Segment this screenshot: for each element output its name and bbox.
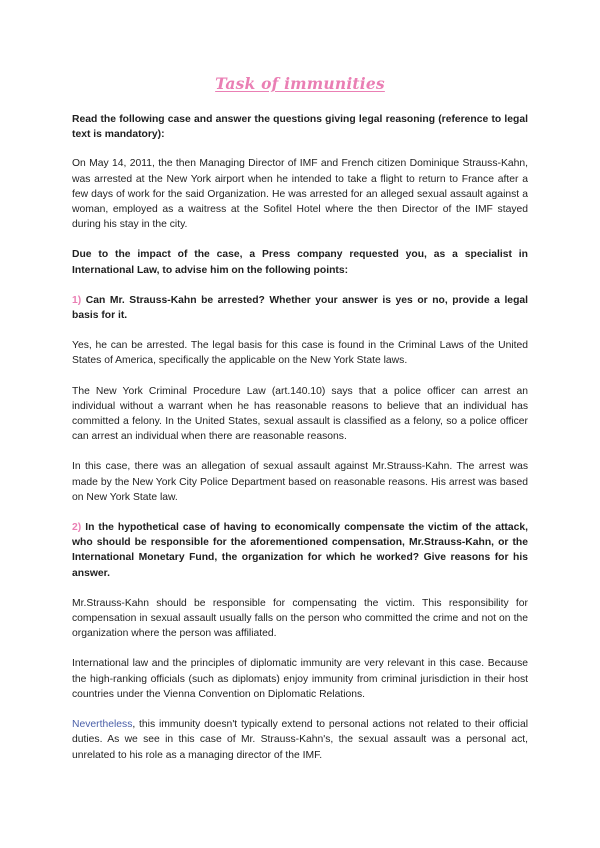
answer-2-lead-word: Nevertheless — [72, 719, 133, 731]
intro-instructions: Read the following case and answer the questions giving legal reasoning (reference to legal text is mandatory): — [72, 114, 528, 141]
request-paragraph: Due to the impact of the case, a Press company requested you, as a specialist in International Law, to advise him on the following points: — [72, 249, 528, 276]
answer-1-paragraph-3: In this case, there was an allegation of sexual assault against Mr.Strauss-Kahn. The arrest was made by the New York City Police Department based on reasonable reasons. His arrest was based on New York State law. — [72, 461, 528, 503]
question-1 — [72, 293, 528, 323]
document-title: Task of immunities — [215, 74, 385, 93]
question-2 — [72, 520, 528, 581]
answer-2-paragraph-2: International law and the principles of diplomatic immunity are very relevant in this case. Because the high-ranking officials (such as diplomats) enjoy immunity from criminal jurisdiction in their host countries under the Vienna Convention on Diplomatic Relations. — [72, 658, 528, 700]
answer-2-paragraph-1: Mr.Strauss-Kahn should be responsible for compensating the victim. This responsibility for compensation in sexual assault usually falls on the person who committed the crime and not on the organization where the person was affiliated. — [72, 597, 528, 640]
answer-2-paragraph-3 — [72, 717, 528, 763]
question-2-number: 2) — [72, 522, 82, 534]
answer-1-paragraph-1: Yes, he can be arrested. The legal basis for this case is found in the Criminal Laws of the United States of America, specifically the applicable on the New York State laws. — [72, 340, 528, 367]
question-1-number: 1) — [72, 294, 82, 306]
answer-2-rest: , this immunity doesn't typically extend to personal actions not related to their official duties. As we see in this case of Mr. Strauss-Kahn's, the sexual assault was a personal act, unrelated to his role as a managing director of the IMF. — [72, 719, 528, 761]
question-1-text: Can Mr. Strauss-Kahn be arrested? Whether your answer is yes or no, provide a legal basis for it. — [72, 294, 529, 322]
answer-1-paragraph-2: The New York Criminal Procedure Law (art.140.10) says that a police officer can arrest an individual without a warrant when he has reasonable reasons to believe that an individual has committed a felony. In the United States, sexual assault is classified as a felony, so a police officer can arrest an individual when there are reasonable reasons. — [72, 385, 528, 443]
case-paragraph: On May 14, 2011, the then Managing Director of IMF and French citizen Dominique Strauss-Kahn, was arrested at the New York airport when he intended to take a flight to return to France after a few days of work for the said Organization. He was arrested for an alleged sexual assault against a woman, employed as a waitress at the Sofitel Hotel where the then Director of the IMF stayed during his stay in the city. — [72, 158, 528, 231]
question-2-text: In the hypothetical case of having to economically compensate the victim of the attack, who should be responsible for the aforementioned compensation, Mr.Strauss-Kahn, or the International Monetary Fund, the organization for which he worked? Give reasons for his answer. — [72, 522, 528, 579]
